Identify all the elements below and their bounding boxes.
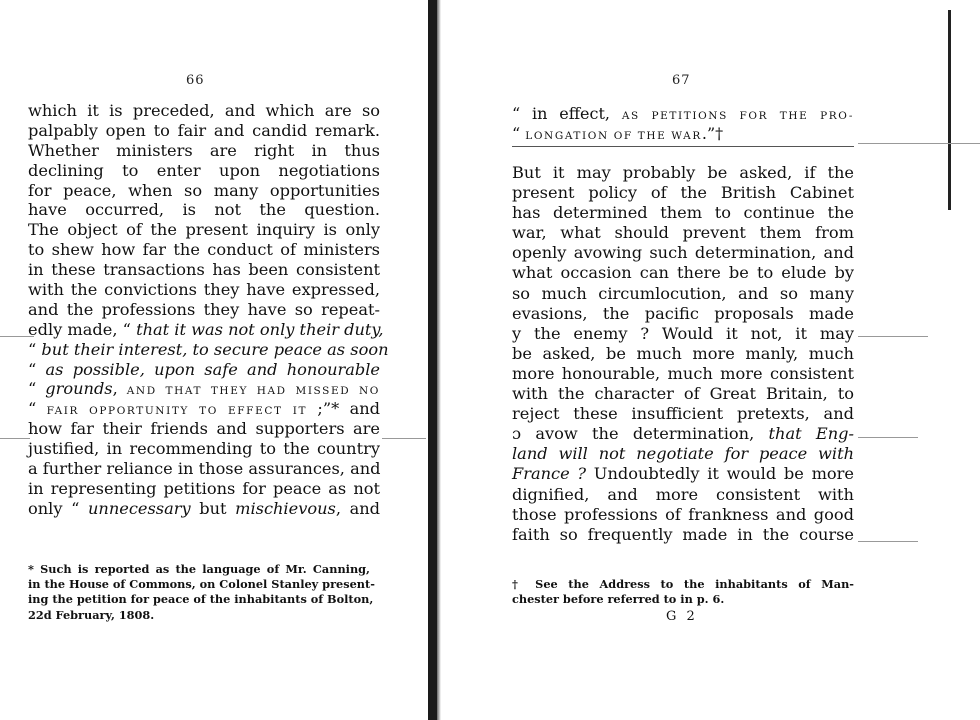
italic-text: unnecessary [87,498,191,518]
text-line [512,104,854,124]
text-line [28,419,380,439]
italic-text: mischievous [235,498,336,518]
text-segment: openly avowing such determination, and [512,243,854,263]
text-segment: dignified, and more consistent with [512,484,854,504]
text-segment: y the enemy ? Would it not, it may [512,323,854,343]
text-line [28,260,380,280]
text-line [512,364,854,384]
text-line [512,404,854,424]
scan-rule [858,143,980,144]
left-page-number: 66 [186,73,205,88]
scan-rule [858,437,918,438]
text-segment: .”† [701,124,724,143]
text-line [512,304,854,324]
text-line [512,124,854,144]
right-page-quote-continuation [512,104,854,144]
text-line [28,300,380,320]
text-segment: “ [512,124,526,143]
text-line [28,101,380,121]
footnote-line: 22d February, 1808. [28,607,155,622]
text-segment: in these transactions has been consistent [28,260,380,280]
text-line [28,339,389,360]
left-footnote [28,562,375,623]
text-line [512,284,854,304]
scan-rule [0,438,30,439]
left-page-body [28,101,389,519]
text-segment: justified, in recommending to the country [28,439,380,459]
text-segment: how far their friends and supporters are [28,419,380,439]
text-line [512,525,854,545]
text-segment: war, what should prevent them from [512,223,854,243]
text-segment: but [190,498,236,518]
italic-text: but their interest, to secure peace as soon [41,339,389,359]
italic-text: as possible, upon safe and honourable [45,359,380,379]
text-line [28,141,380,161]
text-segment: palpably open to fair and candid remark. [28,120,380,140]
scan-rule [382,438,426,439]
small-caps-text: AND THAT THEY HAD MISSED NO [126,385,381,398]
text-line [28,121,380,141]
italic-text: grounds [45,379,113,399]
footnote-line: chester before referred to in p. 6. [512,592,725,607]
italic-text: that Eng- [768,424,854,444]
small-caps-text: AS PETITIONS FOR THE PRO- [621,110,854,122]
text-line [28,181,380,201]
footnote-line: in the House of Commons, on Colonel Stanley present- [28,577,375,592]
text-line [28,240,380,260]
signature-mark: G 2 [666,609,698,624]
text-segment: and the professions they have so repeat- [28,299,380,319]
text-segment: Whether ministers are right in thus [28,140,380,160]
text-line [28,479,380,499]
text-line [28,439,380,459]
italic-text: that it was not only their duty, [136,319,384,339]
gutter-shadow [437,0,441,720]
text-segment: , and [335,498,381,518]
text-segment: “ [28,379,46,399]
text-segment: Undoubtedly it would be more [586,464,854,484]
text-segment: “ in effect, [512,104,622,123]
small-caps-text: FAIR OPPORTUNITY TO EFFECT IT [46,405,308,418]
text-segment: edly made, “ [28,319,137,339]
text-line [28,200,380,220]
text-segment: faith so frequently made in the course [512,524,854,544]
text-line [512,384,854,404]
text-line [512,505,854,525]
text-line [512,263,854,283]
footnote-line: ing the petition for peace of the inhabitants of Bolton, [28,592,374,607]
italic-text: France ? [512,464,587,484]
text-line [28,319,384,340]
text-segment: only “ [28,498,88,518]
text-line [28,360,380,380]
text-line [512,485,854,505]
text-line [28,499,380,519]
text-segment: in representing petitions for peace as not [28,478,380,498]
text-line [28,379,380,399]
page-edge-mark [948,10,951,210]
text-segment: ɔ avow the determination, [512,424,769,444]
text-line [512,183,854,203]
text-segment: “ [28,339,42,359]
text-segment: has determined them to continue the [512,203,854,223]
scan-rule [858,541,918,542]
text-segment: reject these insufficient pretexts, and [512,404,854,424]
text-line [512,163,854,183]
text-segment: more honourable, much more consistent [512,363,854,383]
text-line [512,464,854,484]
text-segment: those professions of frankness and good [512,504,854,524]
text-line [512,203,854,223]
text-line [512,223,854,243]
footnote-line: * Such is reported as the language of Mr. Canning, [28,562,370,576]
text-segment: be asked, be much more manly, much [512,343,854,363]
text-segment: ;”* and [307,399,381,419]
italic-text: land will not negotiate for peace with [512,444,854,464]
text-segment: evasions, the pacific proposals made [512,303,854,323]
text-segment: with the convictions they have expressed, [28,280,380,300]
text-segment: “ [28,359,46,379]
text-segment: for peace, when so many opportunities [28,180,380,200]
text-line [512,344,854,364]
text-line [512,424,854,444]
text-segment: present policy of the British Cabinet [512,183,854,203]
small-caps-text: LONGATION OF THE WAR [525,130,702,142]
text-line [512,444,854,464]
text-segment: to shew how far the conduct of ministers [28,240,380,260]
text-line [28,280,380,300]
text-segment: a further reliance in those assurances, and [28,459,381,479]
text-segment: have occurred, is not the question. [28,200,380,220]
text-segment: , [112,379,127,399]
text-segment: with the character of Great Britain, to [512,384,854,404]
quote-divider-rule [512,146,854,147]
footnote-line: † See the Address to the inhabitants of Man- [512,577,854,591]
text-line [512,324,854,344]
right-footnote [512,577,854,607]
right-page-body [512,163,854,545]
text-segment: “ [28,399,47,419]
text-segment: But it may probably be asked, if the [512,163,854,182]
text-line [28,399,380,419]
text-segment: declining to enter upon negotiations [28,160,380,180]
text-segment: so much circumlocution, and so many [512,283,854,303]
text-line [28,161,380,181]
text-segment: The object of the present inquiry is only [28,220,380,240]
book-gutter [428,0,437,720]
scan-rule [858,336,928,337]
text-line [512,243,854,263]
right-page-number: 67 [672,73,691,88]
text-line [28,459,380,479]
text-segment: which it is preceded, and which are so [28,101,380,120]
text-line [28,220,380,240]
text-segment: what occasion can there be to elude by [512,263,854,283]
